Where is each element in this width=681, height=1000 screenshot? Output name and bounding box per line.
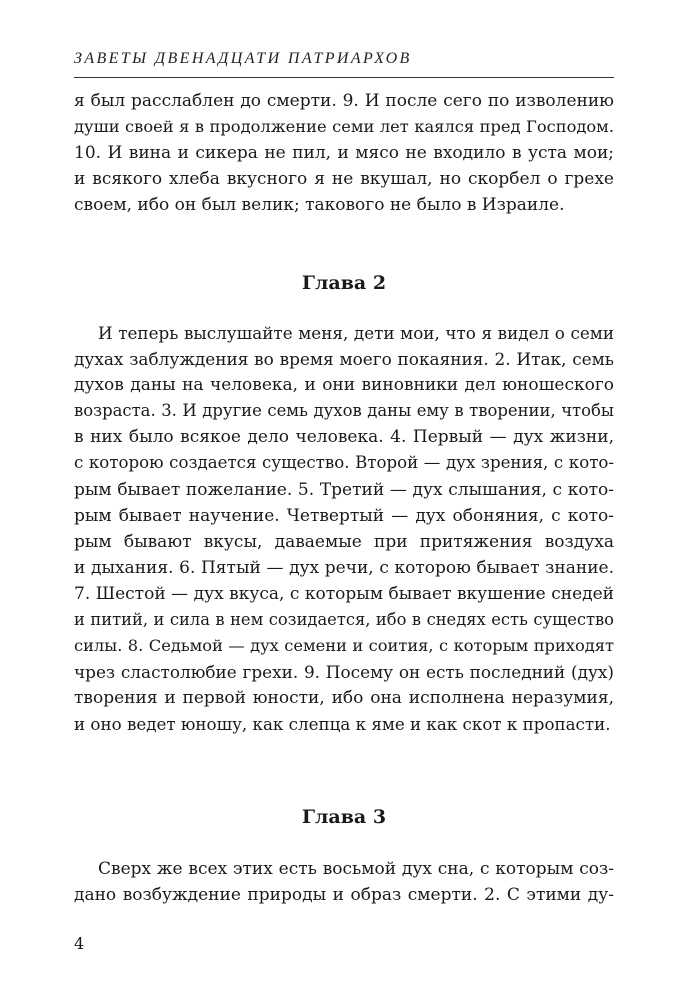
text-line: и всякого хлеба вкусного я не вкушал, но скорбел о грехе bbox=[74, 169, 614, 190]
text-line: рым бывает научение. Четвертый — дух обоняния, с кото- bbox=[74, 505, 614, 526]
text-line: возраста. 3. И другие семь духов даны ему в творении, чтобы bbox=[74, 401, 614, 421]
running-head: ЗАВЕТЫ ДВЕНАДЦАТИ ПАТРИАРХОВ bbox=[74, 50, 412, 67]
text-line: дано возбуждение природы и образ смерти. 2. С этими ду- bbox=[74, 885, 614, 906]
chapter-2-heading: Глава 2 bbox=[301, 272, 387, 294]
text-line: я был расслаблен до смерти. 9. И после сего по изволению bbox=[74, 91, 614, 111]
text-line: духах заблуждения во время моего покаяния. 2. Итак, семь bbox=[74, 349, 614, 370]
text-line: души своей я в продолжение семи лет каялся пред Господом. bbox=[74, 117, 614, 137]
paragraph-top bbox=[74, 88, 614, 218]
text-line: Сверх же всех этих есть восьмой дух сна, с которым соз- bbox=[98, 859, 614, 879]
text-line: 10. И вина и сикера не пил, и мясо не входило в уста мои; bbox=[74, 143, 614, 164]
chapter-3-heading: Глава 3 bbox=[301, 806, 387, 828]
text-line: с которою создается существо. Второй — дух зрения, с кото- bbox=[74, 453, 614, 473]
text-line: своем, ибо он был велик; такового не было в Израиле. bbox=[74, 195, 565, 216]
page-number: 4 bbox=[74, 934, 85, 953]
chapter-2-paragraph bbox=[74, 320, 614, 738]
text-line: силы. 8. Седьмой — дух семени и соития, с которым приходят bbox=[74, 636, 614, 656]
text-line: и питий, и сила в нем созидается, ибо в снедях есть существо bbox=[74, 610, 614, 630]
text-line: рым бывают вкусы, даваемые при притяжения воздуха bbox=[74, 531, 614, 552]
text-line: в них было всякое дело человека. 4. Первый — дух жизни, bbox=[74, 427, 614, 448]
text-line: духов даны на человека, и они виновники дел юношеского bbox=[74, 375, 614, 396]
text-line: и оно ведет юношу, как слепца к яме и как скот к пропасти. bbox=[74, 714, 611, 735]
header-rule bbox=[74, 77, 614, 78]
text-line: творения и первой юности, ибо она исполнена неразумия, bbox=[74, 688, 614, 709]
text-line: рым бывает пожелание. 5. Третий — дух слышания, с кото- bbox=[74, 479, 614, 500]
text-line: 7. Шестой — дух вкуса, с которым бывает вкушение снедей bbox=[74, 583, 614, 604]
text-line: чрез сластолюбие грехи. 9. Посему он есть последний (дух) bbox=[74, 662, 614, 683]
chapter-3-paragraph bbox=[74, 856, 614, 908]
text-line: и дыхания. 6. Пятый — дух речи, с которою бывает знание. bbox=[74, 557, 614, 578]
text-line: И теперь выслушайте меня, дети мои, что я видел о семи bbox=[98, 323, 614, 343]
